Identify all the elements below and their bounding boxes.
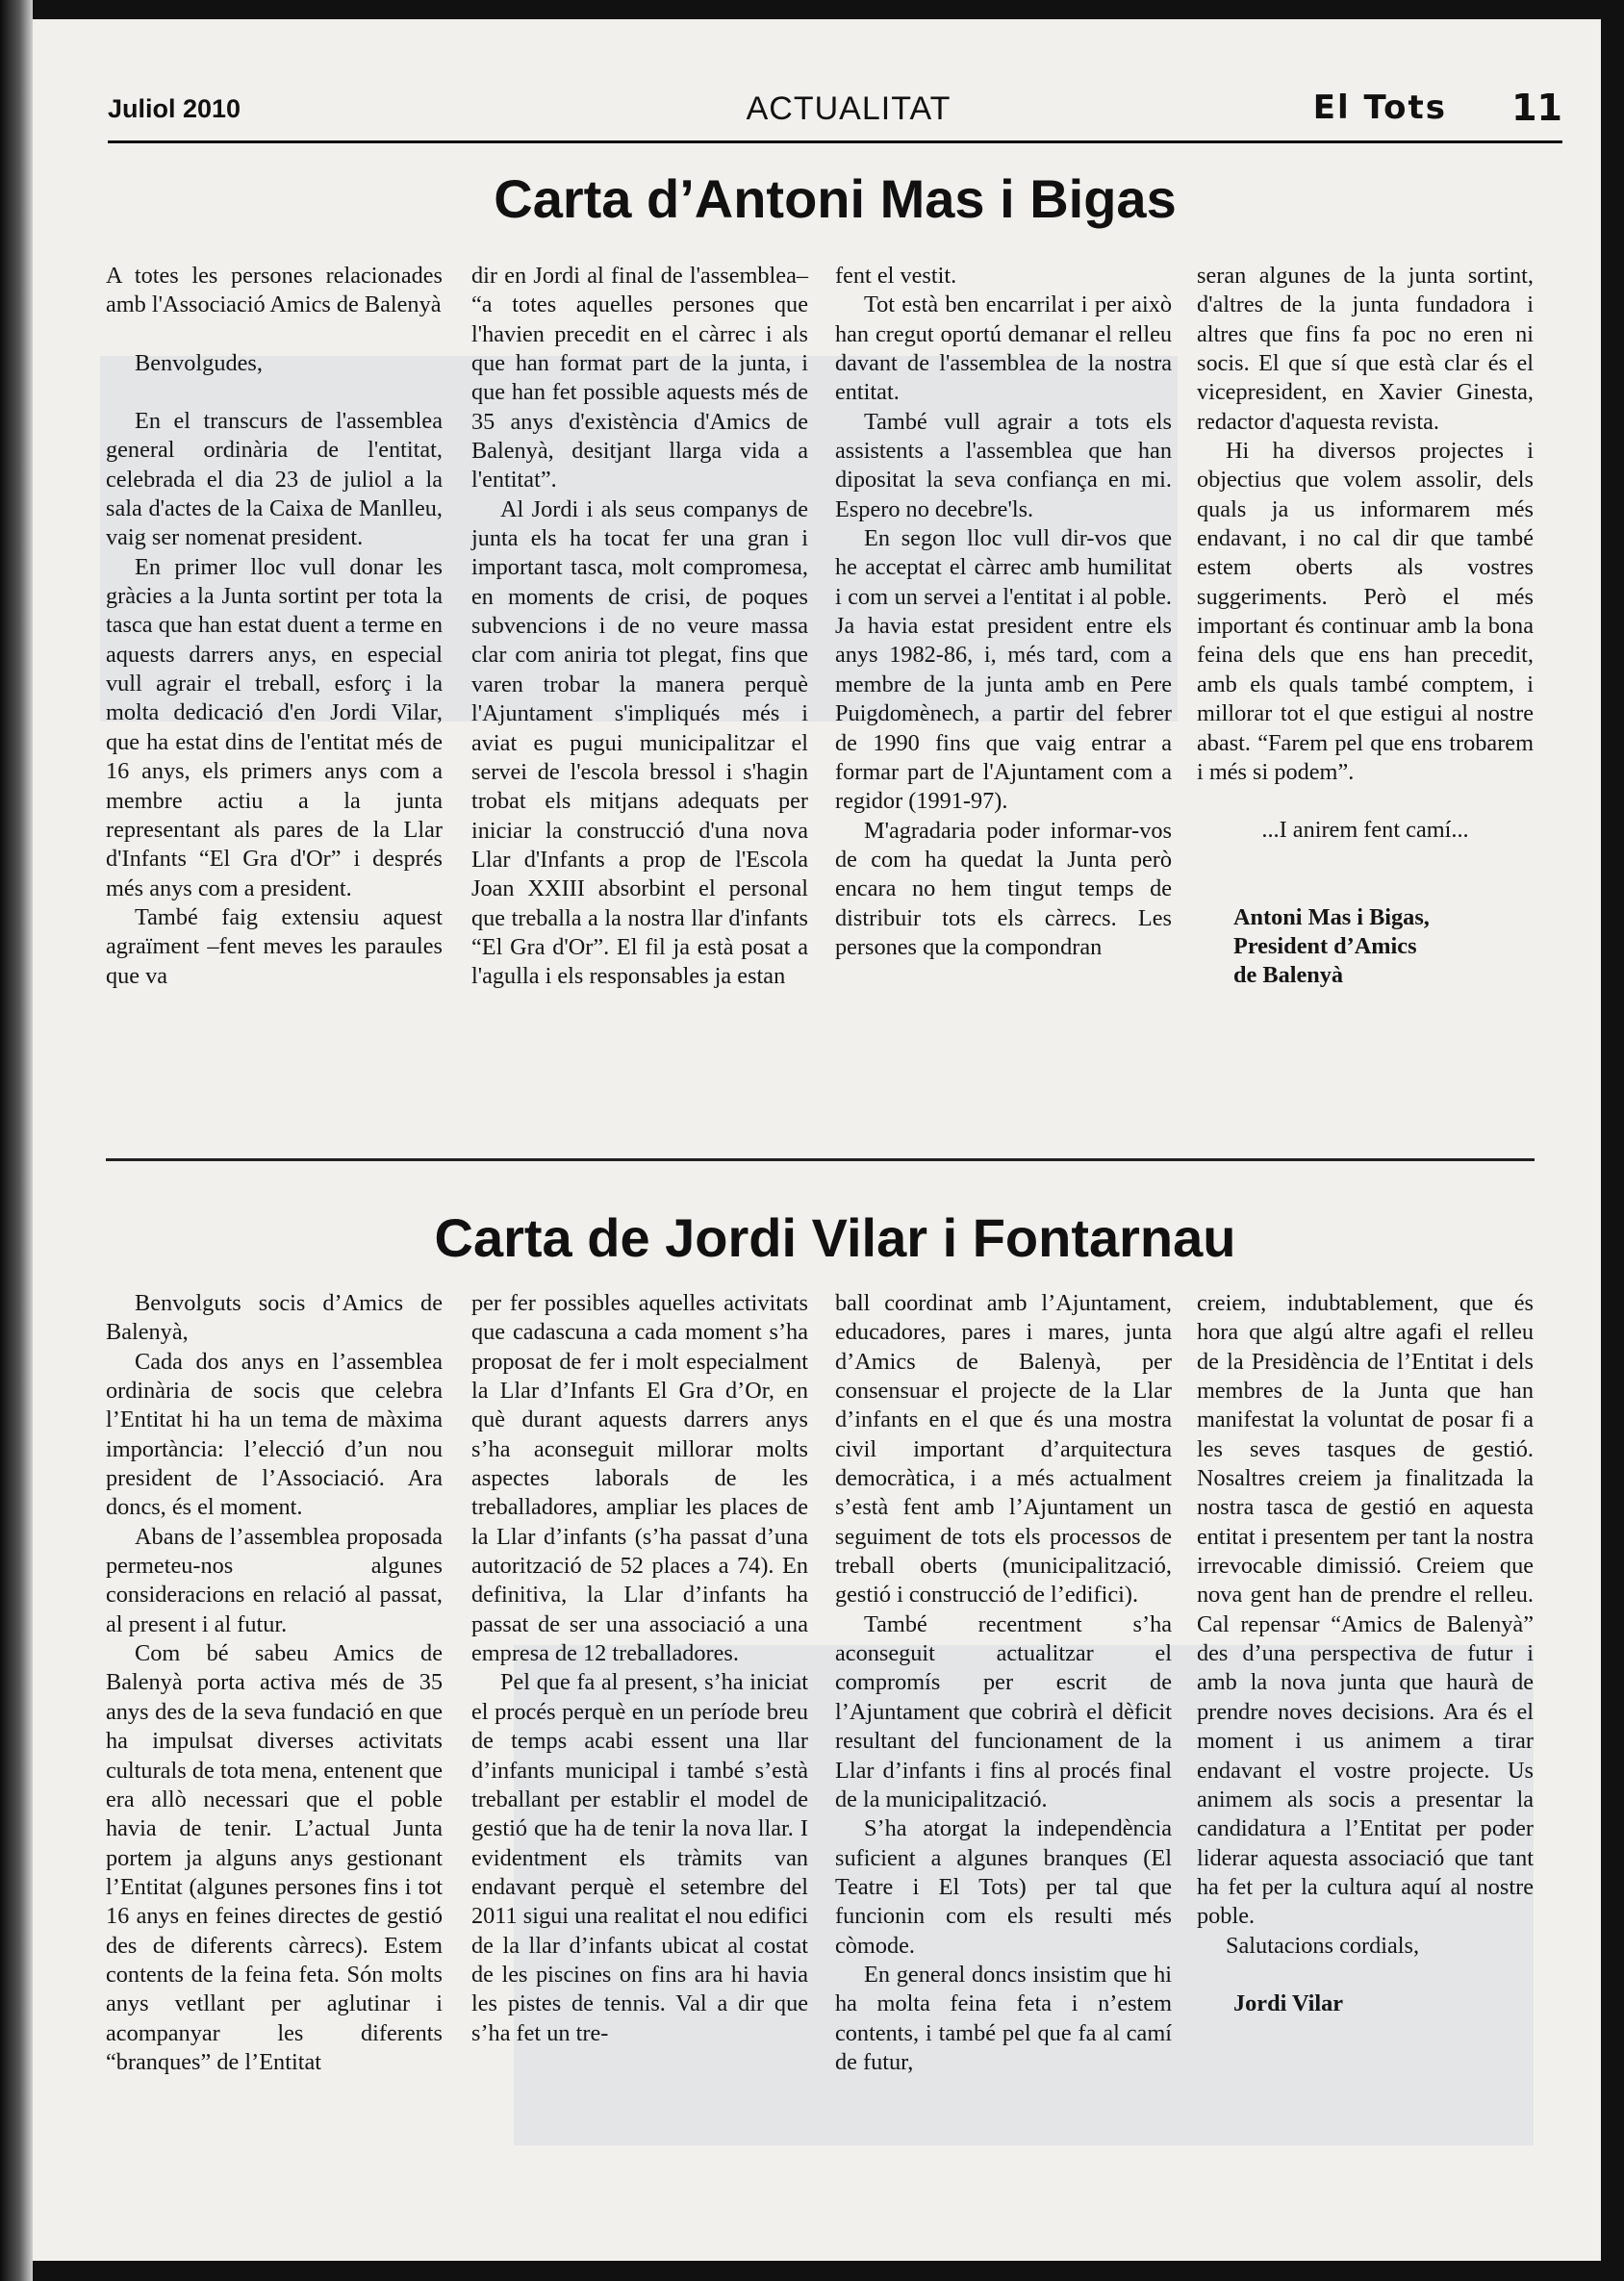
paragraph: fent el vestit. [835,263,957,289]
article-title-antoni-mas: Carta d’Antoni Mas i Bigas [494,168,1177,229]
paragraph: creiem, indubtablement, que és hora que algú altre agafi el relleu de la Presidència de l’Entitat i dels membres de la Junta que han manifestat la voluntat de posar fi a les seves tasques de gestió. Nosaltres creiem ja finalitzada la nostra tasca de gestió en aquesta entitat i presentem per tant la nostra irrevocable dimissió. Creiem que nova gent han de prendre el relleu. Cal repensar “Amics de Balenyà” des d’una perspectiva de futur i amb la nova junta que haurà de prendre noves decisions. Ara és el moment i us animem a tirar endavant el vostre projecte. Us animem als socis a presentar la candidatura a l’Entitat per poder liderar aquesta associació que tant ha fet per la cultura aquí al nostre poble. [1197,1290,1534,1930]
signature-role: President d’Amics [1233,932,1417,959]
section-name: ACTUALITAT [746,90,952,127]
paragraph: Pel que fa al present, s’ha iniciat el procés perquè en un període breu de temps acabi essent una llar d’infants municipal i també s’està treballant per establir el model de gestió que ha de tenir la nova llar. I evidentment els tràmits van endavant perquè el setembre del 2011 sigui una realitat el nou edifici de la llar d’infants ubicat al costat de les piscines on fins ara hi havia les pistes de tennis. Val a dir que s’ha fet un tre- [471,1669,808,2046]
paragraph: En segon lloc vull dir-vos que he acceptat el càrrec amb humilitat i com un servei a l'entitat i al poble. Ja havia estat president entre els anys 1982-86, i, més tard, com a membre de la junta amb en Pere Puigdomènech, a partir del febrer de 1990 fins que vaig entrar a formar part de l'Ajuntament com a regidor (1991-97). [835,525,1172,815]
article2-column-2 [471,1289,808,2048]
page-binding-shadow [0,0,33,2281]
paragraph: dir en Jordi al final de l'assemblea– “a totes aquelles persones que l'havien precedit en el càrrec i als que han format part de la junta, i que han fet possible aquests més de 35 anys d'existència d'Amics de Balenyà, desitjant llarga vida a l'entitat”. [471,263,808,494]
signature-org: de Balenyà [1233,962,1344,989]
article1-column-2 [471,262,808,992]
magazine-name: El Tots [1312,89,1447,127]
article2-column-4 [1197,1289,1534,2018]
paragraph: En general doncs insistim que hi ha molta feina feta i n’estem contents, i també pel que fa al camí de futur, [835,1961,1172,2075]
salutation: Benvolgudes, [135,349,263,376]
paragraph: També vull agrair a tots els assistents a l'assemblea que han dipositat la seva confiança en mi. Espero no decebre'ls. [835,408,1172,522]
paragraph: Cada dos anys en l’assemblea ordinària de socis que celebra l’Entitat hi ha un tema de màxima importància: l’elecció d’un nou president de l’Associació. Ara doncs, és el moment. [106,1348,443,1521]
paragraph: per fer possibles aquelles activitats que cadascuna a cada moment s’ha proposat de fer i molt especialment la Llar d’Infants El Gra d’Or, en què durant aquests darrers anys s’ha aconseguit millorar molts aspectes laborals de les treballadores, ampliar les places de la Llar d’infants (s’ha passat d’una autorització de 52 places a 74). En definitiva, la Llar d’infants ha passat de ser una associació a una empresa de 12 treballadores. [471,1290,808,1667]
page-number: 11 [1511,87,1562,129]
signature-name: Antoni Mas i Bigas, [1233,903,1430,930]
closing-greeting: Salutacions cordials, [1226,1932,1420,1959]
paragraph: També faig extensiu aquest agraïment –fent meves les paraules que va [106,903,443,989]
article1-column-1 [106,262,443,991]
paragraph: Abans de l’assemblea proposada permeteu-nos algunes consideracions en relació al passat, al present i al futur. [106,1523,443,1637]
paragraph: S’ha atorgat la independència suficient a algunes branques (El Teatre i El Tots) per tal que funcionin com els resulti més còmode. [835,1815,1172,1959]
addressee: A totes les persones relacionades amb l'Associació Amics de Balenyà [106,263,443,318]
magazine-page [33,19,1601,2261]
paragraph: Tot està ben encarrilat i per això han cregut oportú demanar el relleu davant de l'assemblea de la nostra entitat. [835,291,1172,406]
paragraph: Al Jordi i als seus companys de junta els ha tocat fer una gran i important tasca, molt compromesa, en moments de crisi, de poques subvencions i de no veure massa clar com aniria tot plegat, fins que varen trobar la manera perquè l'Ajuntament s'impliqués més i aviat es pugui municipalitzar el servei de l'escola bressol i s'hagin trobat els mitjans adequats per iniciar la construcció d'una nova Llar d'Infants a prop de l'Escola Joan XXIII absorbint el personal que treballa a la nostra llar d'infants “El Gra d'Or”. El fil ja està posat a l'agulla i els responsables ja estan [471,495,808,990]
article-divider [106,1158,1535,1161]
paragraph: seran algunes de la junta sortint, d'altres de la junta fundadora i altres que fins fa poc no eren ni socis. El que sí que està clar és el vicepresident, en Xavier Ginesta, redactor d'aquesta revista. [1197,263,1534,435]
paragraph: ball coordinat amb l’Ajuntament, educadores, pares i mares, junta d’Amics de Balenyà, per consensuar el projecte de la Llar d’infants en el que és una mostra civil important d’arquitectura democràtica, i a més actualment s’està fent amb l’Ajuntament un seguiment de tots els processos de treball oberts (municipalització, gestió i construcció de l’edifici). [835,1290,1172,1609]
article1-column-4 [1197,262,1534,991]
article1-column-3 [835,262,1172,962]
issue-date: Juliol 2010 [108,94,241,123]
paragraph: En primer lloc vull donar les gràcies a la Junta sortint per tota la tasca que han estat duent a terme en aquests darrers anys, en especial vull agrair el treball, esforç i la molta dedicació d'en Jordi Vilar, que ha estat dins de l'entitat més de 16 anys, els primers anys com a membre actiu a la junta representant als pares de la Llar d'Infants “El Gra d'Or” i després més anys com a president. [106,553,443,901]
paragraph: Hi ha diversos projectes i objectius que volem assolir, dels quals ja us informarem més endavant, i no cal dir que també estem oberts als vostres suggeriments. Però el més important és continuar amb la bona feina dels que ens han precedit, amb els quals també comptem, i millorar tot el que estigui al nostre abast. “Farem pel que ens trobarem i més si podem”. [1197,438,1534,785]
salutation: Benvolguts socis d’Amics de Balenyà, [106,1290,443,1346]
article-title-jordi-vilar: Carta de Jordi Vilar i Fontarnau [434,1207,1236,1268]
article2-column-1 [106,1289,443,2077]
signature-name: Jordi Vilar [1233,1990,1344,2016]
paragraph: M'agradaria poder informar-vos de com ha quedat la Junta però encara no hem tingut temps de distribuir tots els càrrecs. Les persones que la compondran [835,817,1172,960]
closing-line: ...I anirem fent camí... [1261,817,1469,844]
paragraph: En el transcurs de l'assemblea general ordinària de l'entitat, celebrada el dia 23 de juliol a la sala d'actes de la Caixa de Manlleu, vaig ser nomenat president. [106,408,443,551]
paragraph: També recentment s’ha aconseguit actualitzar el compromís per escrit de l’Ajuntament que cobrirà el dèficit resultant del funcionament de la Llar d’infants i fins al procés final de la municipalització. [835,1610,1172,1812]
paragraph: Com bé sabeu Amics de Balenyà porta activa més de 35 anys des de la seva fundació en que ha impulsat diverses activitats culturals de tota mena, entenent que era allò necessari que el poble havia de tenir. L’actual Junta portem ja alguns anys gestionant l’Entitat (algunes persones fins i tot 16 anys en feines directes de gestió des de diferents càrrecs). Estem contents de la feina feta. Són molts anys vetllant per aglutinar i acompanyar les diferents “branques” de l’Entitat [106,1640,443,2075]
page-header [108,83,1562,143]
article2-column-3 [835,1289,1172,2077]
